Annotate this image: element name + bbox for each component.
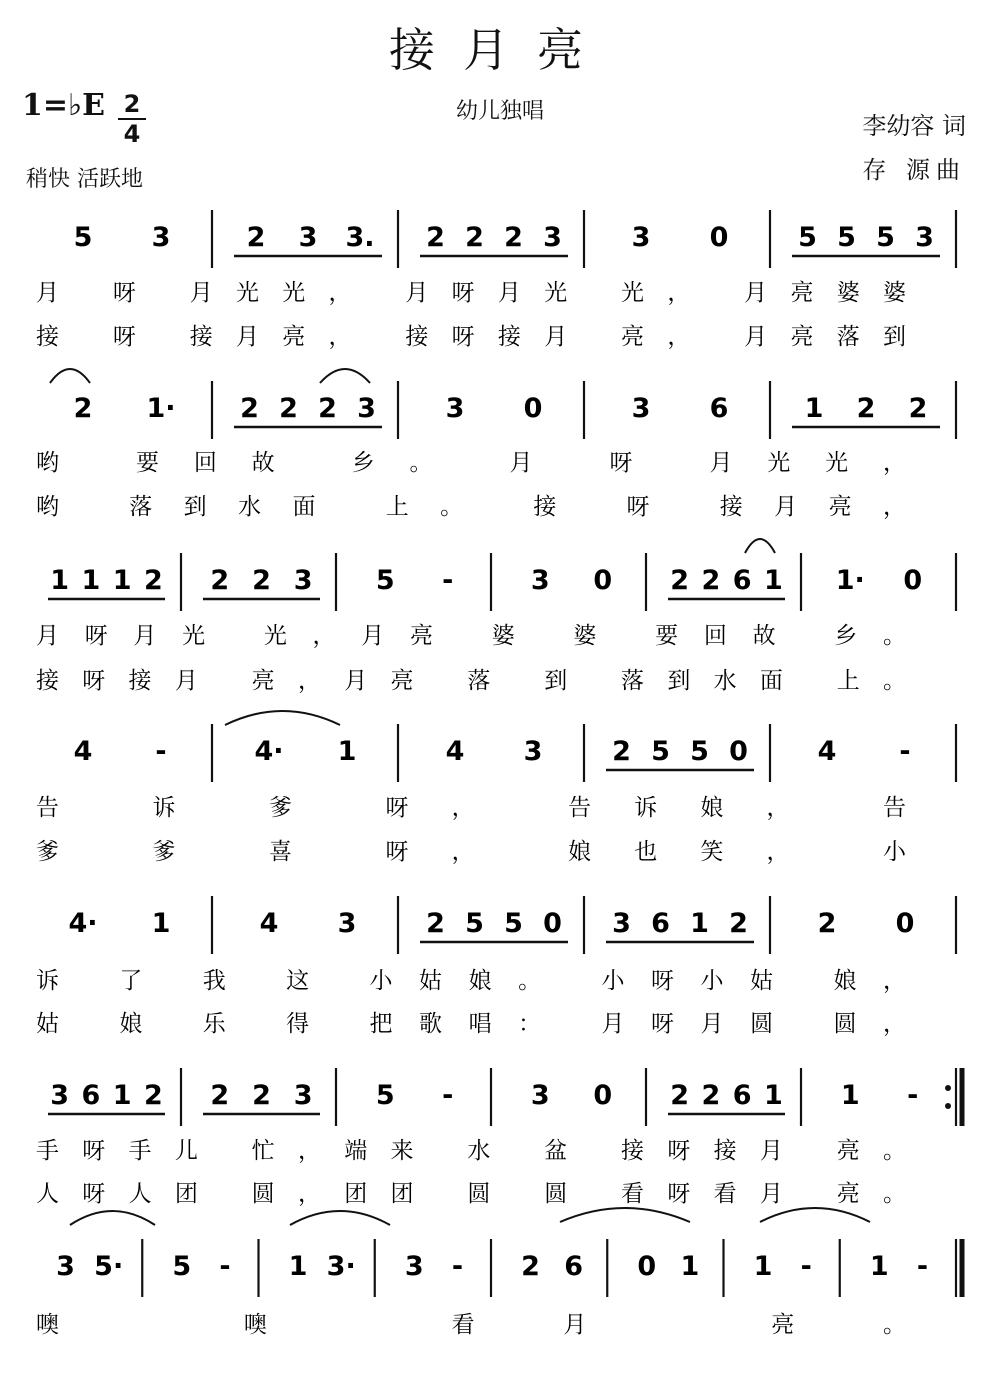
note: 2 [143,565,163,596]
slur-arc [70,1211,155,1225]
note: 2 [856,393,876,424]
note: 6 [651,908,670,939]
note: 1 [112,565,132,596]
slur-arc [290,1211,390,1225]
note: 1 [337,736,357,767]
note: 1 [690,908,709,939]
slur-arc [320,369,370,383]
note: 0 [543,908,562,939]
note: 2 [701,1080,721,1111]
lyric-verse-2: 姑 娘 乐 得 把歌唱： 月呀月圆 圆， [36,1011,906,1037]
note: 5 [837,222,856,253]
note: 1 [288,1251,308,1282]
note: 4 [817,736,837,767]
note: 3 [293,565,313,596]
note: 0 [709,222,729,253]
note: 3 [543,222,562,253]
note: 3 [612,908,631,939]
note: 2 [210,565,230,596]
performance-note: 幼儿独唱 [455,99,544,124]
repeat-dot [945,1085,951,1091]
note: 2 [246,222,266,253]
note: 0 [637,1251,657,1282]
note: 3 [151,222,171,253]
note: - [219,1251,231,1282]
time-signature-bottom: 4 [123,120,141,148]
note: 2 [670,565,690,596]
note: 1 [151,908,171,939]
note: 6 [732,1080,752,1111]
lyric-verse-1: 手呀手儿 忙，端来 水 盆 接呀接月 亮。 [36,1138,907,1164]
note: 5· [94,1251,124,1282]
note: 5 [375,565,395,596]
note: - [800,1251,812,1282]
note: 3 [293,1080,313,1111]
note: 3 [298,222,318,253]
note: 5 [690,736,709,767]
note: 2 [73,393,93,424]
note: 3 [357,393,376,424]
note: 2 [279,393,298,424]
note: 1 [763,565,783,596]
note: 0 [593,1080,613,1111]
note: - [899,736,911,767]
note: 3 [631,222,651,253]
lyric-verse-2: 接 呀 接月亮， 接呀接月 亮， 月亮落到 [36,324,907,350]
tempo-marking: 稍快 活跃地 [26,167,143,192]
note: 3. [345,222,375,253]
note: 1 [753,1251,773,1282]
note: 6 [81,1080,101,1111]
slur-arc [745,539,775,553]
note: 3 [915,222,934,253]
slur-arc [50,369,90,383]
lyric-verse-2: 人呀人团 圆，团团 圆 圆 看呀看月 亮。 [36,1181,907,1207]
key-signature: 1=♭E [22,88,106,123]
note: 2 [521,1251,540,1282]
note: 1· [835,565,865,596]
note: - [155,736,167,767]
slur-arc [560,1208,690,1222]
note: - [442,565,454,596]
note: - [442,1080,454,1111]
note: 3 [631,393,651,424]
note: 4· [68,908,98,939]
note: 2 [426,222,445,253]
song-title: 接月亮 [389,23,611,77]
note: 4 [259,908,279,939]
lyric-verse-1: 告 诉 爹 呀， 告诉娘， 告 [36,795,907,821]
slur-arc [760,1208,870,1222]
lyric-verse-1: 月呀月光 光，月亮 婆 婆 要回故 乡。 [36,623,907,649]
lyric-verse-2: 哟 落到水面 上。 接 呀 接月亮， [36,494,906,520]
composer-credit: 存 源曲 [862,156,966,184]
note: 2 [252,565,271,596]
note: 4 [73,736,93,767]
time-signature-top: 2 [123,90,141,118]
note: 5 [465,908,484,939]
note: 0 [523,393,543,424]
note: 3 [56,1251,75,1282]
note: 3 [404,1251,424,1282]
note: 0 [895,908,915,939]
note: 0 [729,736,748,767]
note: 5 [504,908,523,939]
note: 3· [326,1251,356,1282]
lyric-verse-1: 噢 噢 看月 亮。 [36,1312,906,1338]
note: 3 [50,1080,70,1111]
note: 6 [709,393,729,424]
note: 6 [564,1251,584,1282]
note: 1 [869,1251,889,1282]
note: 2 [426,908,445,939]
note: - [451,1251,464,1282]
note: 2 [504,222,523,253]
note: 2 [817,908,837,939]
note: 1 [112,1080,132,1111]
note: 1 [680,1251,700,1282]
note: 2 [465,222,484,253]
note: 5 [876,222,895,253]
lyric-verse-1: 哟 要回故 乡。 月 呀 月光光， [36,450,906,476]
note: 2 [729,908,748,939]
note: 4 [445,736,465,767]
lyric-verse-1: 诉 了 我 这 小姑娘。 小呀小姑 娘， [36,968,906,994]
note: 0 [593,565,613,596]
note: 4· [254,736,284,767]
note: 5 [375,1080,395,1111]
note: 3 [530,1080,550,1111]
note: 2 [252,1080,271,1111]
note: 2 [670,1080,690,1111]
note: 2 [908,393,928,424]
note: 2 [240,393,259,424]
note: 5 [798,222,817,253]
note: 1 [50,565,70,596]
repeat-dot [945,1103,951,1109]
note: 2 [612,736,631,767]
note: 0 [903,565,923,596]
note: 2 [210,1080,230,1111]
note: - [907,1080,919,1111]
note: 2 [701,565,721,596]
slur-arc [225,711,340,725]
note: 1 [81,565,101,596]
note: 5 [651,736,670,767]
note: 6 [732,565,752,596]
note: 3 [445,393,465,424]
note: 2 [143,1080,163,1111]
note: 5 [172,1251,192,1282]
note: 1 [763,1080,783,1111]
lyric-verse-2: 接呀接月 亮，月亮 落 到 落到水面 上。 [36,668,907,694]
note: - [916,1251,929,1282]
note: 3 [337,908,357,939]
lyric-verse-1: 月 呀 月光光， 月呀月光 光， 月亮婆婆 [36,280,907,306]
note: 1 [804,393,824,424]
note: 3 [530,565,550,596]
lyric-verse-2: 爹 爹 喜 呀， 娘也笑， 小 [36,839,907,865]
lyricist-credit: 李幼容 词 [862,112,966,140]
note: 5 [73,222,93,253]
note: 3 [523,736,543,767]
note: 2 [318,393,337,424]
note: 1 [840,1080,860,1111]
note: 1· [146,393,176,424]
